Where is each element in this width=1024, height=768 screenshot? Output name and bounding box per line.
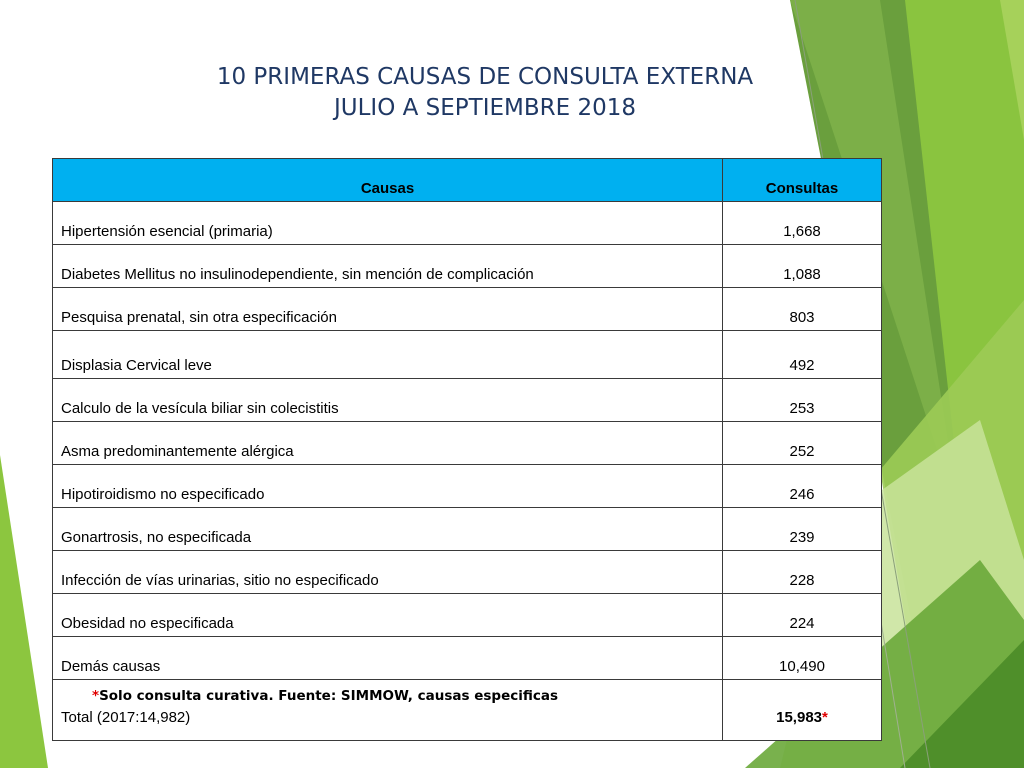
total-label: Total (2017:14,982) <box>53 680 723 741</box>
count-cell: 239 <box>723 508 882 551</box>
cause-cell: Obesidad no especificada <box>53 594 723 637</box>
count-cell: 803 <box>723 288 882 331</box>
table-row <box>53 422 882 465</box>
cause-cell: Infección de vías urinarias, sitio no especificado <box>53 551 723 594</box>
cause-cell: Displasia Cervical leve <box>53 331 723 379</box>
header-causas: Causas <box>53 159 723 202</box>
count-cell: 492 <box>723 331 882 379</box>
table-row <box>53 508 882 551</box>
cause-cell: Pesquisa prenatal, sin otra especificación <box>53 288 723 331</box>
cause-cell: Hipertensión esencial (primaria) <box>53 202 723 245</box>
cause-cell: Gonartrosis, no especificada <box>53 508 723 551</box>
count-cell: 1,088 <box>723 245 882 288</box>
table-row <box>53 594 882 637</box>
cause-cell: Demás causas <box>53 637 723 680</box>
title-line-2: JULIO A SEPTIEMBRE 2018 <box>333 95 637 121</box>
total-value: 15,983 <box>776 709 823 726</box>
count-cell: 10,490 <box>723 637 882 680</box>
footnote-asterisk: * <box>92 688 100 704</box>
count-cell: 252 <box>723 422 882 465</box>
footnote-text: Solo consulta curativa. Fuente: SIMMOW, causas especificas <box>99 688 559 704</box>
table-row <box>53 202 882 245</box>
count-cell: 224 <box>723 594 882 637</box>
total-asterisk: * <box>822 709 828 726</box>
count-cell: 228 <box>723 551 882 594</box>
cause-cell: Hipotiroidismo no especificado <box>53 465 723 508</box>
total-value-cell <box>723 680 882 741</box>
cause-cell: Calculo de la vesícula biliar sin colecistitis <box>53 379 723 422</box>
table-row <box>53 465 882 508</box>
table-header-row <box>53 159 882 202</box>
table-row <box>53 288 882 331</box>
count-cell: 253 <box>723 379 882 422</box>
table-row <box>53 245 882 288</box>
table-row <box>53 331 882 379</box>
table-row <box>53 379 882 422</box>
slide-title <box>160 62 810 124</box>
causes-table <box>52 158 882 741</box>
cause-cell: Asma predominantemente alérgica <box>53 422 723 465</box>
header-consultas: Consultas <box>723 159 882 202</box>
cause-cell: Diabetes Mellitus no insulinodependiente, sin mención de complicación <box>53 245 723 288</box>
count-cell: 1,668 <box>723 202 882 245</box>
footnote <box>92 688 558 704</box>
count-cell: 246 <box>723 465 882 508</box>
table-row <box>53 637 882 680</box>
title-line-1: 10 PRIMERAS CAUSAS DE CONSULTA EXTERNA <box>216 64 754 90</box>
table-row <box>53 551 882 594</box>
